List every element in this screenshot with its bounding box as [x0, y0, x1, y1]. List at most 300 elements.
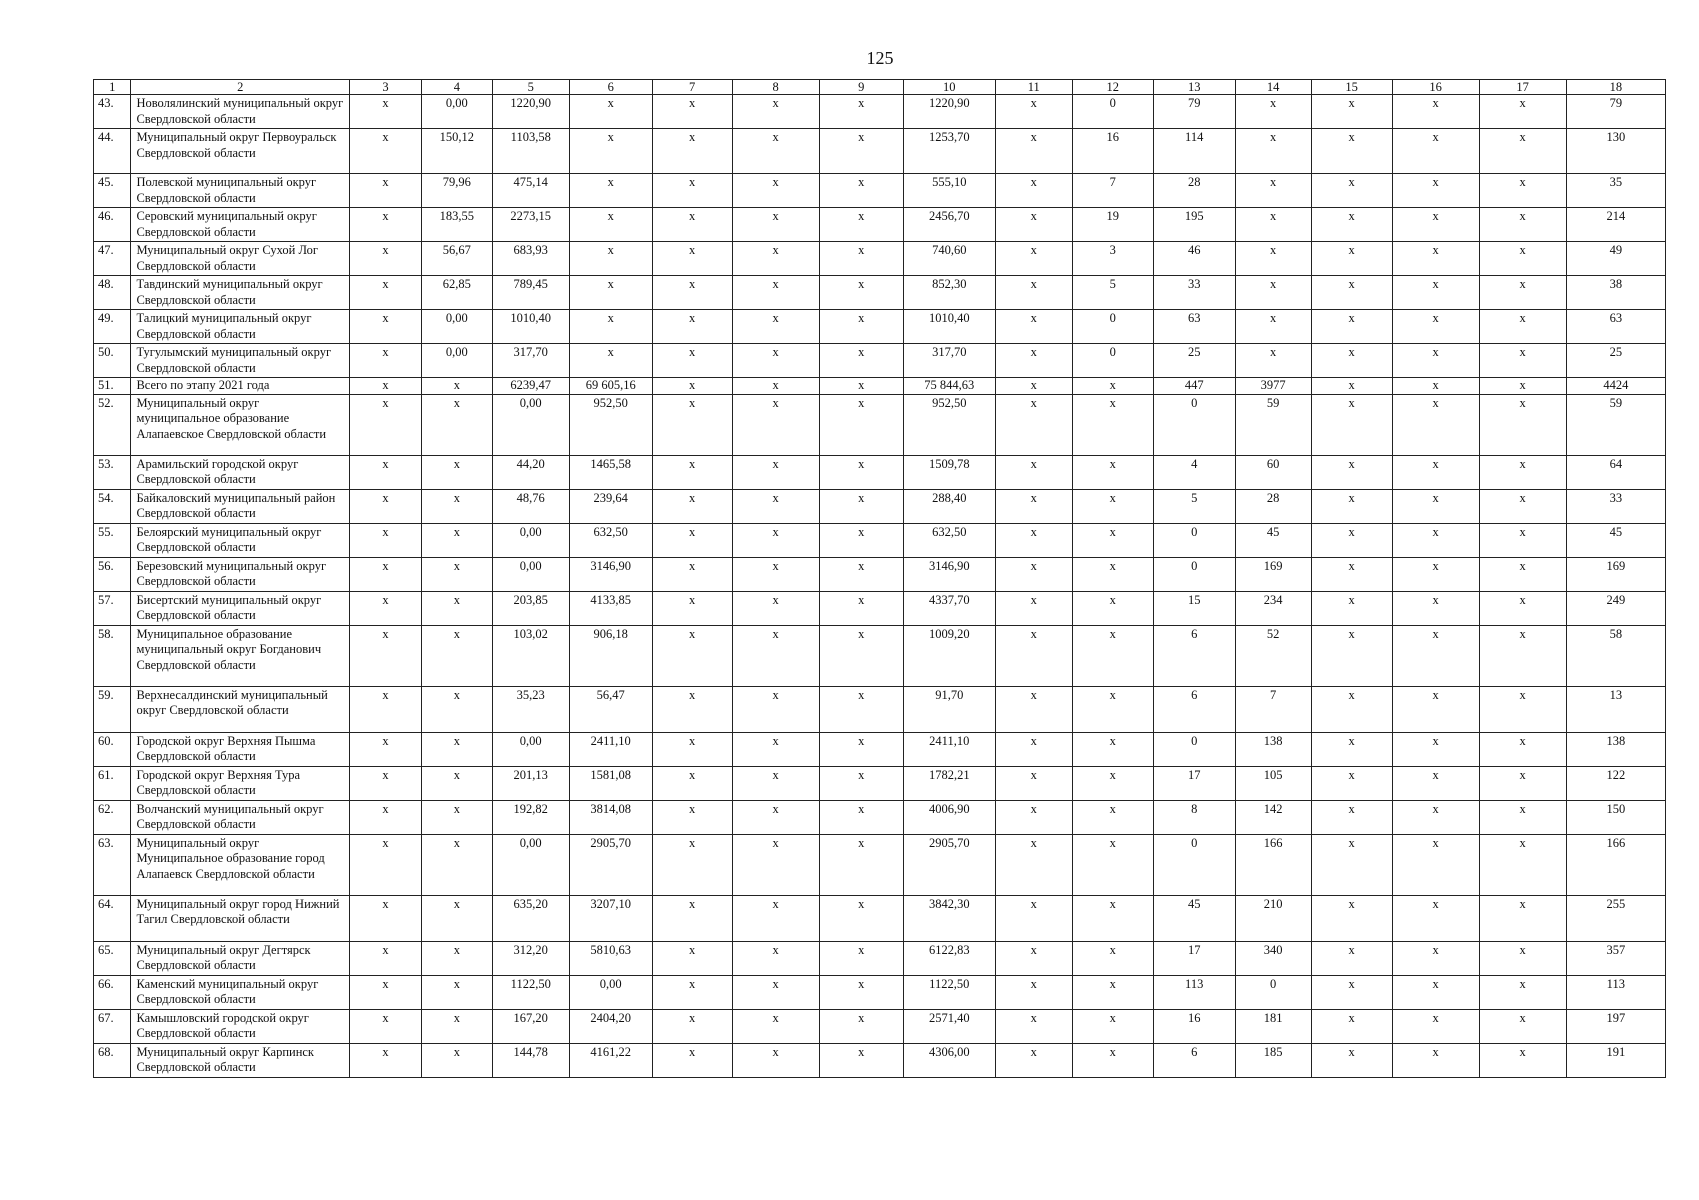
table-cell: x	[1072, 625, 1153, 686]
column-header: 3	[350, 80, 422, 95]
table-cell: x	[569, 276, 652, 310]
table-cell: x	[1072, 1043, 1153, 1077]
table-cell: x	[350, 834, 422, 895]
table-cell: 249	[1566, 591, 1665, 625]
column-header: 17	[1479, 80, 1566, 95]
table-cell: 288,40	[903, 489, 995, 523]
table-cell: x	[1392, 310, 1479, 344]
municipality-name: Бисертский муниципальный округ Свердловской области	[131, 591, 350, 625]
table-cell: x	[350, 310, 422, 344]
municipality-name: Верхнесалдинский муниципальный округ Свердловской области	[131, 686, 350, 732]
table-cell: x	[819, 129, 903, 174]
table-cell: x	[819, 591, 903, 625]
table-cell: x	[421, 1043, 492, 1077]
table-cell: 6239,47	[492, 378, 569, 395]
table-cell: x	[1479, 800, 1566, 834]
table-cell: 62,85	[421, 276, 492, 310]
table-cell: 130	[1566, 129, 1665, 174]
table-cell: x	[1392, 208, 1479, 242]
table-cell: 142	[1235, 800, 1311, 834]
table-cell: x	[421, 394, 492, 455]
table-cell: 38	[1566, 276, 1665, 310]
table-cell: 1122,50	[903, 975, 995, 1009]
table-cell: 4337,70	[903, 591, 995, 625]
table-cell: 69 605,16	[569, 378, 652, 395]
table-row	[94, 895, 1666, 941]
table-cell: x	[350, 523, 422, 557]
table-row	[94, 344, 1666, 378]
table-cell: 105	[1235, 766, 1311, 800]
table-cell: 683,93	[492, 242, 569, 276]
table-cell: x	[652, 975, 732, 1009]
table-cell: x	[1235, 242, 1311, 276]
row-number: 56.	[94, 557, 131, 591]
table-cell: x	[1479, 941, 1566, 975]
table-cell: 3977	[1235, 378, 1311, 395]
municipality-name: Березовский муниципальный округ Свердловской области	[131, 557, 350, 591]
table-cell: x	[732, 344, 819, 378]
table-cell: x	[1311, 394, 1392, 455]
municipality-name: Каменский муниципальный округ Свердловской области	[131, 975, 350, 1009]
table-cell: 2273,15	[492, 208, 569, 242]
table-cell: 1220,90	[903, 95, 995, 129]
table-cell: 5	[1153, 489, 1235, 523]
table-cell: x	[732, 941, 819, 975]
column-header: 7	[652, 80, 732, 95]
table-cell: x	[732, 310, 819, 344]
row-number: 57.	[94, 591, 131, 625]
table-cell: 0,00	[569, 975, 652, 1009]
table-cell: x	[732, 1043, 819, 1077]
table-cell: x	[652, 766, 732, 800]
table-cell: x	[1311, 276, 1392, 310]
table-cell: x	[1072, 766, 1153, 800]
table-cell: 0	[1153, 523, 1235, 557]
table-cell: x	[350, 686, 422, 732]
table-cell: x	[652, 800, 732, 834]
table-cell: 2571,40	[903, 1009, 995, 1043]
table-cell: 0,00	[421, 344, 492, 378]
table-cell: x	[350, 591, 422, 625]
table-cell: 166	[1566, 834, 1665, 895]
table-cell: x	[1235, 95, 1311, 129]
table-cell: 201,13	[492, 766, 569, 800]
table-cell: 635,20	[492, 895, 569, 941]
table-row	[94, 800, 1666, 834]
table-cell: 13	[1566, 686, 1665, 732]
table-cell: x	[819, 1043, 903, 1077]
table-cell: 4006,90	[903, 800, 995, 834]
table-cell: x	[652, 242, 732, 276]
table-cell: 166	[1235, 834, 1311, 895]
column-header: 10	[903, 80, 995, 95]
table-cell: x	[652, 732, 732, 766]
column-header: 5	[492, 80, 569, 95]
table-cell: x	[819, 766, 903, 800]
table-cell: 2456,70	[903, 208, 995, 242]
table-cell: 56,67	[421, 242, 492, 276]
table-cell: x	[1072, 941, 1153, 975]
table-cell: x	[1479, 489, 1566, 523]
table-cell: 167,20	[492, 1009, 569, 1043]
table-cell: x	[350, 129, 422, 174]
table-cell: x	[1311, 1043, 1392, 1077]
table-cell: 906,18	[569, 625, 652, 686]
table-cell: x	[995, 95, 1072, 129]
table-cell: 25	[1566, 344, 1665, 378]
table-cell: x	[1479, 1009, 1566, 1043]
row-number: 62.	[94, 800, 131, 834]
table-cell: x	[1479, 766, 1566, 800]
table-cell: 103,02	[492, 625, 569, 686]
table-cell: x	[1311, 732, 1392, 766]
table-cell: 740,60	[903, 242, 995, 276]
table-cell: x	[732, 800, 819, 834]
table-cell: 64	[1566, 455, 1665, 489]
table-cell: x	[350, 557, 422, 591]
table-cell: x	[1072, 378, 1153, 395]
table-cell: 0,00	[492, 394, 569, 455]
table-cell: x	[995, 625, 1072, 686]
table-cell: x	[995, 557, 1072, 591]
column-header: 18	[1566, 80, 1665, 95]
municipality-name: Городской округ Верхняя Тура Свердловской области	[131, 766, 350, 800]
table-cell: x	[1392, 625, 1479, 686]
table-cell: x	[732, 766, 819, 800]
table-cell: 28	[1235, 489, 1311, 523]
municipality-name: Муниципальный округ Первоуральск Свердловской области	[131, 129, 350, 174]
table-cell: x	[1392, 242, 1479, 276]
table-row	[94, 1043, 1666, 1077]
table-cell: x	[1392, 129, 1479, 174]
table-cell: x	[1392, 834, 1479, 895]
table-cell: 852,30	[903, 276, 995, 310]
table-row	[94, 523, 1666, 557]
table-cell: 63	[1566, 310, 1665, 344]
table-cell: x	[421, 800, 492, 834]
table-row	[94, 686, 1666, 732]
table-cell: x	[819, 895, 903, 941]
table-cell: 1509,78	[903, 455, 995, 489]
table-row	[94, 975, 1666, 1009]
table-cell: x	[350, 800, 422, 834]
table-cell: x	[350, 174, 422, 208]
table-cell: x	[652, 208, 732, 242]
table-cell: x	[1072, 591, 1153, 625]
table-cell: 239,64	[569, 489, 652, 523]
table-cell: x	[732, 242, 819, 276]
table-cell: 17	[1153, 766, 1235, 800]
municipality-name: Белоярский муниципальный округ Свердловской области	[131, 523, 350, 557]
table-cell: x	[819, 800, 903, 834]
table-cell: 60	[1235, 455, 1311, 489]
table-cell: x	[350, 1043, 422, 1077]
table-cell: 0,00	[492, 557, 569, 591]
table-cell: x	[1311, 895, 1392, 941]
table-cell: x	[1311, 686, 1392, 732]
table-cell: x	[819, 625, 903, 686]
table-cell: 59	[1566, 394, 1665, 455]
table-cell: 3207,10	[569, 895, 652, 941]
table-cell: x	[421, 766, 492, 800]
table-cell: 56,47	[569, 686, 652, 732]
table-cell: x	[1311, 344, 1392, 378]
table-cell: x	[995, 208, 1072, 242]
table-cell: 6122,83	[903, 941, 995, 975]
table-cell: x	[421, 625, 492, 686]
table-cell: 195	[1153, 208, 1235, 242]
row-number: 47.	[94, 242, 131, 276]
table-cell: x	[1479, 625, 1566, 686]
column-header: 9	[819, 80, 903, 95]
table-cell: x	[421, 732, 492, 766]
table-cell: 210	[1235, 895, 1311, 941]
table-cell: x	[1311, 591, 1392, 625]
table-cell: x	[350, 276, 422, 310]
table-cell: x	[1311, 174, 1392, 208]
table-cell: 7	[1072, 174, 1153, 208]
table-cell: 4306,00	[903, 1043, 995, 1077]
table-cell: x	[1235, 208, 1311, 242]
table-cell: x	[652, 310, 732, 344]
table-cell: 0	[1072, 310, 1153, 344]
municipality-name: Муниципальный округ Сухой Лог Свердловской области	[131, 242, 350, 276]
table-cell: x	[1072, 489, 1153, 523]
column-header: 14	[1235, 80, 1311, 95]
table-cell: x	[569, 310, 652, 344]
table-cell: x	[732, 129, 819, 174]
table-cell: 49	[1566, 242, 1665, 276]
table-cell: 3146,90	[569, 557, 652, 591]
table-row	[94, 766, 1666, 800]
table-cell: 17	[1153, 941, 1235, 975]
table-cell: x	[995, 489, 1072, 523]
table-cell: x	[819, 834, 903, 895]
table-cell: 317,70	[903, 344, 995, 378]
table-cell: x	[350, 344, 422, 378]
table-cell: 1465,58	[569, 455, 652, 489]
table-cell: 52	[1235, 625, 1311, 686]
table-cell: x	[421, 523, 492, 557]
table-cell: 1581,08	[569, 766, 652, 800]
table-cell: x	[995, 523, 1072, 557]
table-cell: 475,14	[492, 174, 569, 208]
table-row	[94, 941, 1666, 975]
table-cell: x	[995, 766, 1072, 800]
table-cell: x	[350, 394, 422, 455]
table-cell: 1010,40	[903, 310, 995, 344]
table-cell: 5810,63	[569, 941, 652, 975]
table-cell: 150,12	[421, 129, 492, 174]
table-cell: 4161,22	[569, 1043, 652, 1077]
table-cell: x	[732, 276, 819, 310]
table-cell: 0	[1072, 95, 1153, 129]
table-cell: x	[421, 455, 492, 489]
table-cell: 4	[1153, 455, 1235, 489]
table-cell: 1010,40	[492, 310, 569, 344]
table-cell: x	[1072, 455, 1153, 489]
table-row	[94, 489, 1666, 523]
table-cell: 0,00	[421, 95, 492, 129]
table-cell: x	[1479, 276, 1566, 310]
table-cell: x	[350, 242, 422, 276]
table-row	[94, 174, 1666, 208]
table-row	[94, 378, 1666, 395]
table-cell: x	[1311, 310, 1392, 344]
table-cell: x	[995, 378, 1072, 395]
table-cell: x	[732, 394, 819, 455]
table-cell: x	[995, 941, 1072, 975]
row-number: 64.	[94, 895, 131, 941]
municipality-name: Волчанский муниципальный округ Свердловской области	[131, 800, 350, 834]
row-number: 44.	[94, 129, 131, 174]
municipality-name: Городской округ Верхняя Пышма Свердловской области	[131, 732, 350, 766]
table-row	[94, 394, 1666, 455]
table-cell: x	[1235, 310, 1311, 344]
table-cell: x	[819, 455, 903, 489]
row-number: 63.	[94, 834, 131, 895]
table-cell: 0	[1153, 394, 1235, 455]
municipality-name: Камышловский городской округ Свердловской области	[131, 1009, 350, 1043]
table-cell: x	[819, 732, 903, 766]
row-number: 45.	[94, 174, 131, 208]
row-number: 58.	[94, 625, 131, 686]
table-cell: x	[819, 344, 903, 378]
table-cell: x	[1311, 523, 1392, 557]
table-cell: x	[995, 591, 1072, 625]
table-cell: 79	[1153, 95, 1235, 129]
table-cell: 234	[1235, 591, 1311, 625]
table-cell: 75 844,63	[903, 378, 995, 395]
table-cell: 555,10	[903, 174, 995, 208]
table-cell: x	[1311, 625, 1392, 686]
row-number: 51.	[94, 378, 131, 395]
table-cell: 197	[1566, 1009, 1665, 1043]
municipality-name: Байкаловский муниципальный район Свердловской области	[131, 489, 350, 523]
table-cell: x	[995, 310, 1072, 344]
table-cell: 79,96	[421, 174, 492, 208]
table-cell: 447	[1153, 378, 1235, 395]
table-cell: x	[421, 975, 492, 1009]
table-cell: x	[421, 895, 492, 941]
table-cell: x	[1235, 276, 1311, 310]
table-cell: 2411,10	[903, 732, 995, 766]
table-cell: x	[652, 895, 732, 941]
table-cell: x	[652, 129, 732, 174]
table-cell: x	[652, 1009, 732, 1043]
table-row	[94, 834, 1666, 895]
table-cell: x	[995, 1009, 1072, 1043]
table-cell: x	[732, 686, 819, 732]
municipality-name: Тавдинский муниципальный округ Свердловской области	[131, 276, 350, 310]
table-cell: x	[652, 174, 732, 208]
table-cell: x	[652, 455, 732, 489]
table-cell: x	[995, 895, 1072, 941]
table-cell: x	[350, 489, 422, 523]
table-cell: x	[995, 800, 1072, 834]
municipality-name: Муниципальный округ Муниципальное образование город Алапаевск Свердловской области	[131, 834, 350, 895]
table-cell: 16	[1072, 129, 1153, 174]
table-row	[94, 1009, 1666, 1043]
table-cell: x	[1072, 732, 1153, 766]
table-cell: x	[350, 208, 422, 242]
table-cell: x	[995, 975, 1072, 1009]
table-cell: x	[569, 208, 652, 242]
table-cell: 91,70	[903, 686, 995, 732]
table-cell: 8	[1153, 800, 1235, 834]
table-cell: x	[421, 591, 492, 625]
table-cell: x	[1311, 975, 1392, 1009]
table-cell: x	[1392, 344, 1479, 378]
table-cell: x	[819, 941, 903, 975]
table-cell: 4133,85	[569, 591, 652, 625]
table-cell: x	[1479, 378, 1566, 395]
table-cell: 2404,20	[569, 1009, 652, 1043]
table-cell: 0,00	[421, 310, 492, 344]
table-cell: x	[1392, 1043, 1479, 1077]
table-cell: 952,50	[569, 394, 652, 455]
table-cell: x	[819, 975, 903, 1009]
table-cell: x	[732, 1009, 819, 1043]
table-cell: x	[1479, 975, 1566, 1009]
table-cell: 6	[1153, 625, 1235, 686]
table-cell: 114	[1153, 129, 1235, 174]
table-cell: x	[1392, 732, 1479, 766]
table-row	[94, 242, 1666, 276]
table-cell: 45	[1566, 523, 1665, 557]
row-number: 68.	[94, 1043, 131, 1077]
table-cell: 63	[1153, 310, 1235, 344]
table-cell: x	[652, 686, 732, 732]
table-cell: x	[1479, 310, 1566, 344]
table-cell: x	[1392, 276, 1479, 310]
table-cell: 138	[1235, 732, 1311, 766]
table-cell: x	[1479, 344, 1566, 378]
table-cell: x	[1392, 557, 1479, 591]
table-cell: x	[819, 378, 903, 395]
table-cell: x	[1392, 591, 1479, 625]
table-cell: 1009,20	[903, 625, 995, 686]
table-cell: x	[1311, 455, 1392, 489]
municipality-name: Муниципальное образование муниципальный округ Богданович Свердловской области	[131, 625, 350, 686]
table-cell: x	[421, 557, 492, 591]
table-cell: x	[350, 975, 422, 1009]
table-cell: x	[1392, 941, 1479, 975]
table-cell: x	[1072, 834, 1153, 895]
table-cell: 632,50	[569, 523, 652, 557]
data-table	[93, 79, 1666, 1078]
table-cell: x	[652, 95, 732, 129]
table-cell: x	[1311, 95, 1392, 129]
table-cell: x	[1072, 557, 1153, 591]
municipality-name: Новолялинский муниципальный округ Свердловской области	[131, 95, 350, 129]
table-row	[94, 455, 1666, 489]
table-cell: 0	[1153, 834, 1235, 895]
table-cell: x	[1479, 591, 1566, 625]
table-row	[94, 625, 1666, 686]
table-cell: x	[1072, 895, 1153, 941]
table-cell: x	[1072, 975, 1153, 1009]
table-cell: 150	[1566, 800, 1665, 834]
table-cell: 169	[1235, 557, 1311, 591]
table-cell: 6	[1153, 686, 1235, 732]
table-cell: x	[732, 557, 819, 591]
table-row	[94, 732, 1666, 766]
table-cell: x	[1235, 129, 1311, 174]
table-cell: 340	[1235, 941, 1311, 975]
table-cell: x	[1392, 1009, 1479, 1043]
table-cell: x	[995, 129, 1072, 174]
